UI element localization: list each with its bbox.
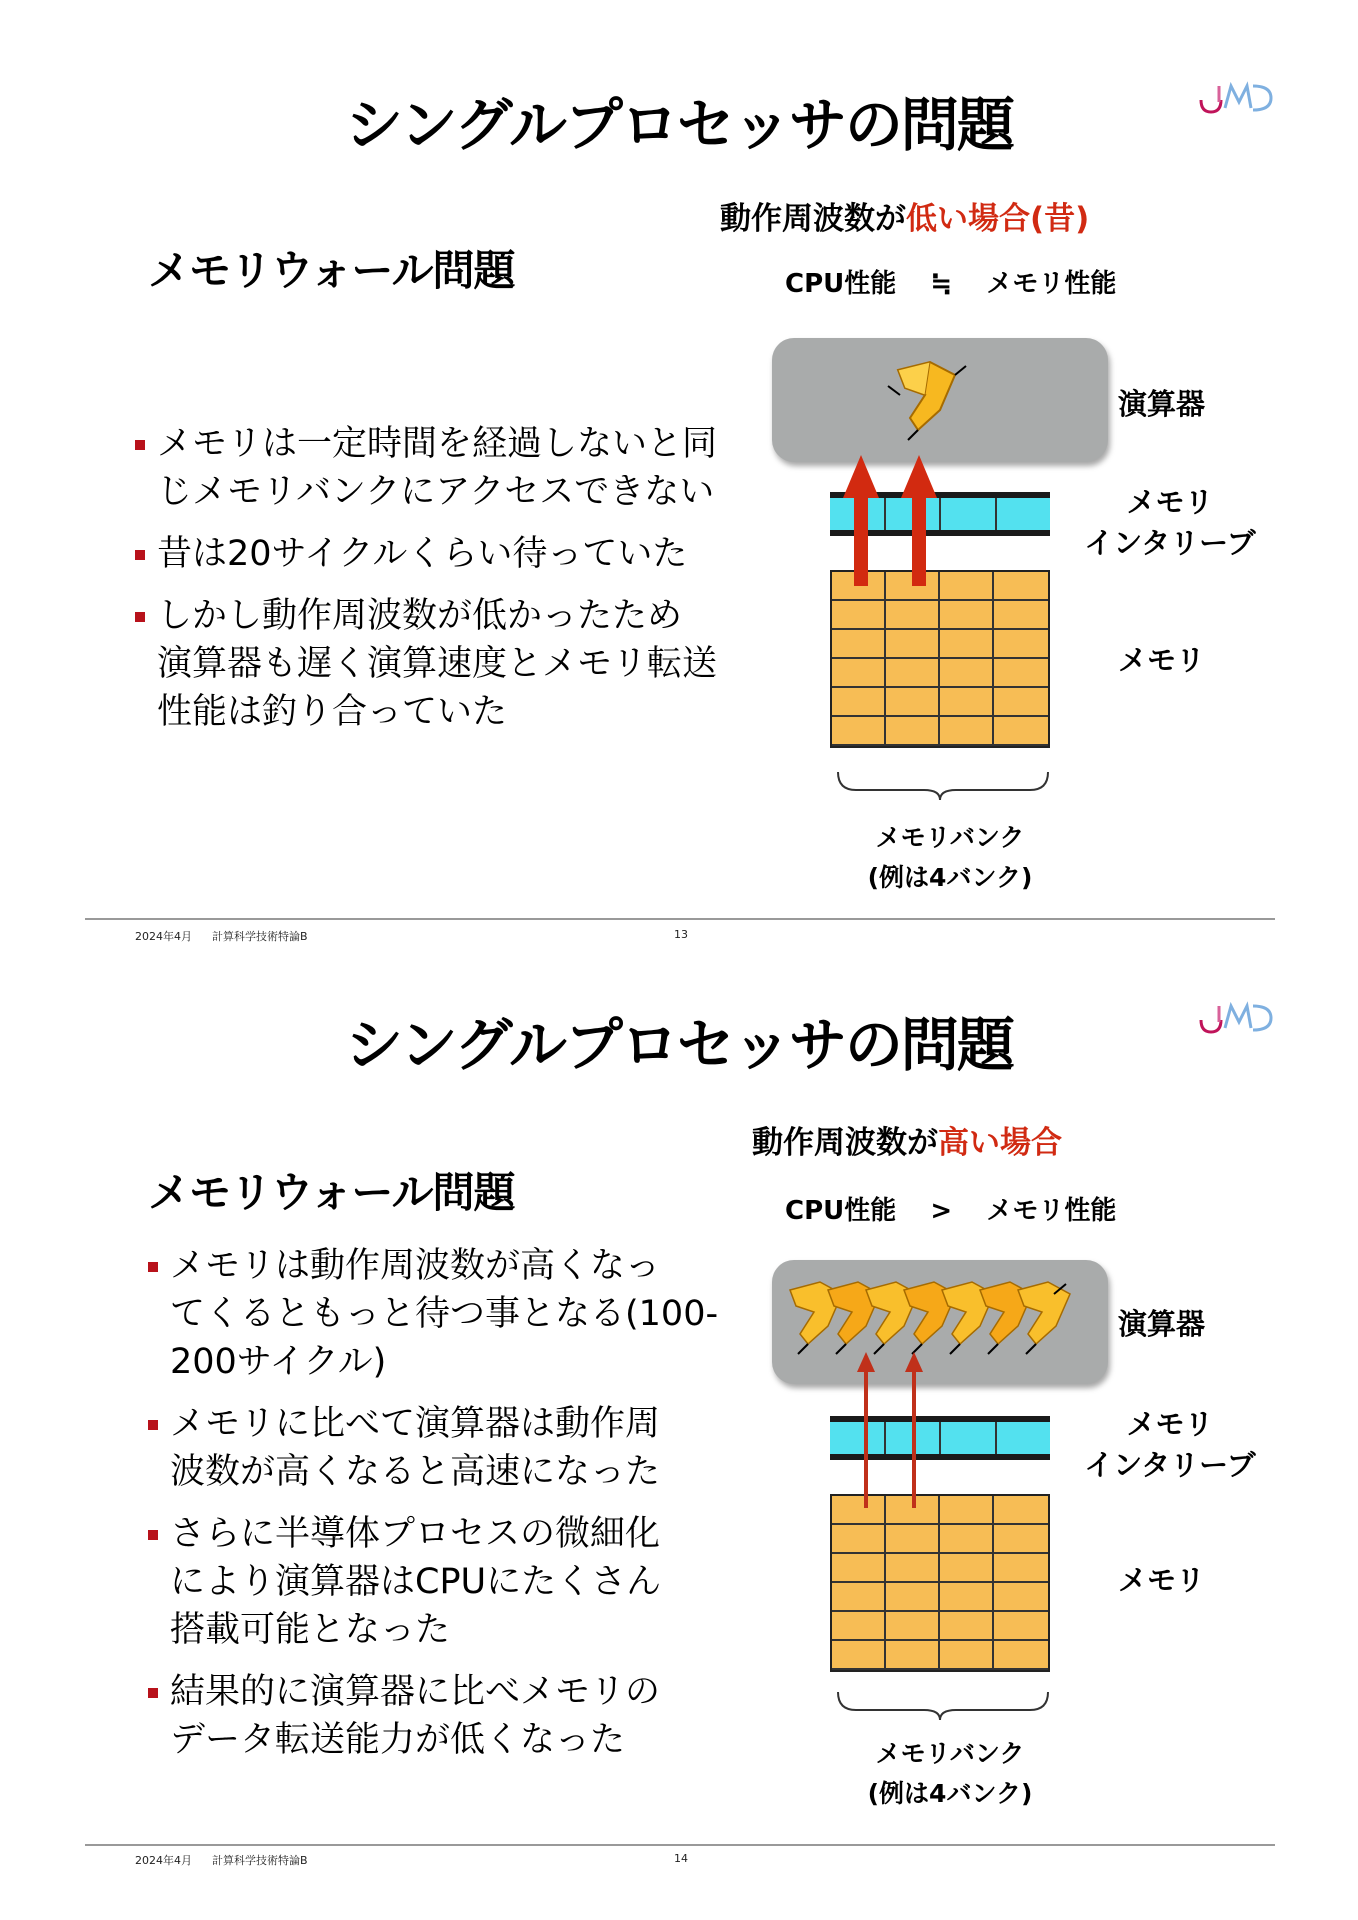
memory-label: メモリ xyxy=(1118,1563,1206,1597)
bullet-line: じメモリバンクにアクセスできない xyxy=(157,472,715,512)
alu-unit-icon xyxy=(1018,1282,1070,1354)
interleave-label-line: メモリ xyxy=(1126,1407,1214,1441)
alu-label: 演算器 xyxy=(1118,387,1206,421)
transfer-arrow-icon xyxy=(857,1352,875,1508)
bank-label-line: メモリバンク xyxy=(875,823,1025,852)
bullet-line: 波数が高くなると高速になった xyxy=(170,1452,661,1492)
subtitle: メモリウォール問題 xyxy=(148,1168,515,1217)
bullet-line: 搭載可能となった xyxy=(170,1610,451,1650)
bullet-line: さらに半導体プロセスの微細化 xyxy=(170,1514,661,1554)
bullet-line: しかし動作周波数が低かったため xyxy=(157,596,683,636)
bullet-line: 演算器も遅く演算速度とメモリ転送 xyxy=(157,644,718,684)
interleave-label-line: インタリーブ xyxy=(1084,1448,1256,1482)
footer-date: 2024年4月 xyxy=(135,1854,192,1867)
memory-performance-label: メモリ性能 xyxy=(986,1196,1117,1226)
memory-performance-label: メモリ性能 xyxy=(986,269,1117,299)
interleave-label-line: インタリーブ xyxy=(1084,526,1256,560)
alu-units-row xyxy=(790,1282,1070,1354)
slide-14 xyxy=(0,920,1358,1880)
bullet-line: 性能は釣り合っていた xyxy=(157,692,508,732)
bank-brace-icon xyxy=(838,772,1048,800)
cpu-performance-label: CPU性能 xyxy=(785,1196,897,1226)
bank-brace-icon xyxy=(838,1692,1048,1720)
footer-date: 2024年4月 xyxy=(135,930,192,943)
footer-course: 計算科学技術特論B xyxy=(212,1854,308,1867)
diagram-overlay xyxy=(0,920,1358,1880)
alu-label: 演算器 xyxy=(1118,1307,1206,1341)
bullet-line: データ転送能力が低くなった xyxy=(170,1720,626,1760)
comparison-symbol: ≒ xyxy=(930,269,953,299)
bank-label-line: (例は4バンク) xyxy=(867,1779,1033,1808)
footer-divider xyxy=(85,1844,1275,1846)
comparison-symbol: > xyxy=(930,1196,953,1226)
page-number: 14 xyxy=(674,1852,688,1865)
frequency-prefix: 動作周波数が xyxy=(752,1125,938,1161)
interleave-label-line: メモリ xyxy=(1126,485,1214,519)
bullet-line: メモリは一定時間を経過しないと同 xyxy=(157,424,718,464)
bullet-line: 200サイクル) xyxy=(170,1342,387,1382)
frequency-prefix: 動作周波数が xyxy=(720,201,906,237)
transfer-arrow-icon xyxy=(901,455,937,586)
bullet-line: メモリに比べて演算器は動作周 xyxy=(170,1404,661,1444)
cpu-performance-label: CPU性能 xyxy=(785,269,897,299)
bullet-line: により演算器はCPUにたくさん xyxy=(170,1562,662,1602)
frequency-highlight: 高い場合 xyxy=(938,1125,1062,1161)
bullet-line: てくるともっと待つ事となる(100- xyxy=(170,1294,719,1334)
bank-label xyxy=(830,818,1070,898)
bank-label-line: (例は4バンク) xyxy=(867,863,1033,892)
bullet-line: 結果的に演算器に比べメモリの xyxy=(170,1672,661,1712)
slide-title: シングルプロセッサの問題 xyxy=(345,91,1013,159)
page-number: 13 xyxy=(674,928,688,941)
frequency-highlight: 低い場合(昔) xyxy=(906,201,1090,237)
slide-title: シングルプロセッサの問題 xyxy=(345,1011,1013,1079)
transfer-arrow-icon xyxy=(905,1352,923,1508)
bank-label-line: メモリバンク xyxy=(875,1739,1025,1768)
transfer-arrow-icon xyxy=(843,455,879,586)
memory-label: メモリ xyxy=(1118,643,1206,677)
alu-unit-icon xyxy=(888,362,966,440)
subtitle: メモリウォール問題 xyxy=(148,246,515,295)
bank-label xyxy=(830,1734,1070,1814)
footer-course: 計算科学技術特論B xyxy=(212,930,308,943)
bullet-line: 昔は20サイクルくらい待っていた xyxy=(157,534,688,574)
bullet-line: メモリは動作周波数が高くなっ xyxy=(170,1246,661,1286)
